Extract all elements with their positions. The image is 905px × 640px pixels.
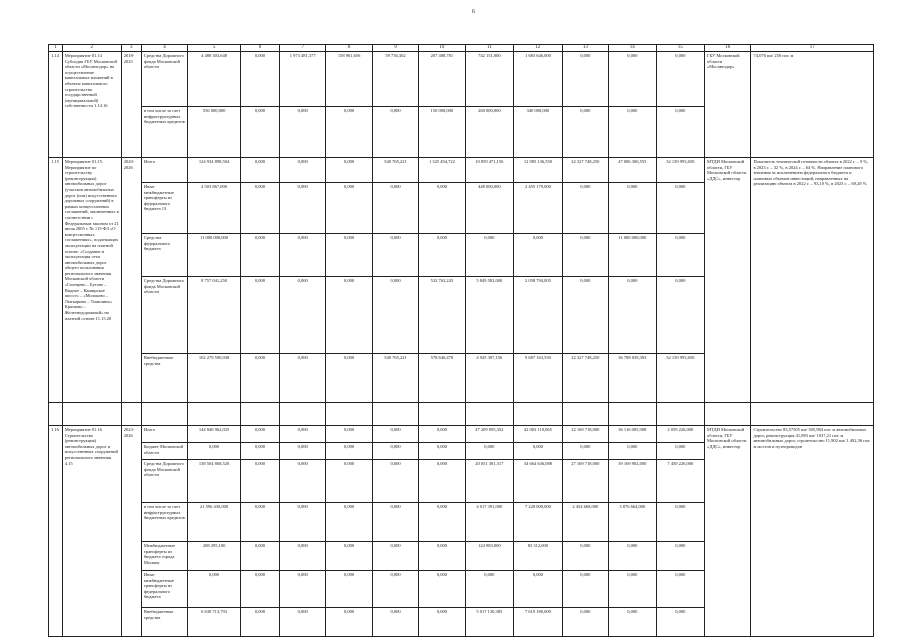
amount-cell: 21 596 430,000 bbox=[188, 503, 241, 542]
funding-source: в том числе за счет инфраструктурных бюджетных кредитов bbox=[141, 107, 187, 158]
amount-cell: 36 788 039,393 bbox=[609, 354, 656, 403]
amount-cell: 0,000 bbox=[609, 277, 656, 354]
amount-cell: 9 687 163,550 bbox=[514, 354, 563, 403]
amount-cell: 0,000 bbox=[279, 354, 325, 403]
amount-cell: 39 169 902,000 bbox=[609, 460, 656, 503]
header-col-3: 3 bbox=[121, 45, 141, 52]
funding-source: Средства Дорожного фонда Московской области bbox=[141, 52, 187, 107]
amount-cell: 7 619 180,000 bbox=[514, 608, 563, 637]
amount-cell: 1 973 481,377 bbox=[279, 52, 325, 107]
amount-cell: 6 630 713,793 bbox=[188, 608, 241, 637]
amount-cell: 47 086 300,555 bbox=[609, 158, 656, 183]
amount-cell: 208 295,100 bbox=[188, 542, 241, 571]
amount-cell: 0,000 bbox=[326, 234, 372, 277]
amount-cell: 0,000 bbox=[419, 443, 465, 460]
funding-source: Внебюджетные средства bbox=[141, 608, 187, 637]
amount-cell: 0,000 bbox=[562, 571, 608, 608]
amount-cell: 0,000 bbox=[656, 571, 705, 608]
amount-cell: 150 000,000 bbox=[419, 107, 465, 158]
amount-cell: 0,000 bbox=[240, 608, 279, 637]
amount-cell: 0,000 bbox=[279, 426, 325, 443]
amount-cell: 0,000 bbox=[240, 354, 279, 403]
amount-cell: 0,000 bbox=[279, 107, 325, 158]
measure-name: Мероприятие 01.14 Субсидия ГБУ Московской области «Мосавтодор» на осуществление капитальных вложений в объекты капитального строительства государственной (муниципальной) собственности 1.14.16 bbox=[62, 52, 121, 158]
amount-cell: 0,000 bbox=[279, 608, 325, 637]
amount-cell: 32 139 993,650 bbox=[656, 354, 705, 403]
amount-cell: 0,000 bbox=[419, 234, 465, 277]
amount-cell: 0,000 bbox=[419, 426, 465, 443]
measure-years: 2023-2026 bbox=[121, 426, 141, 637]
funding-source: Средства Дорожного фонда Московской области bbox=[141, 277, 187, 354]
amount-cell: 0,000 bbox=[372, 542, 418, 571]
header-col-8: 8 bbox=[326, 45, 372, 52]
amount-cell: 0,000 bbox=[326, 542, 372, 571]
amount-cell: 0,000 bbox=[562, 234, 608, 277]
spacer-cell bbox=[326, 403, 372, 426]
amount-cell: 144 846 962,025 bbox=[188, 426, 241, 443]
amount-cell: 0,000 bbox=[419, 542, 465, 571]
amount-cell: 0,000 bbox=[562, 443, 608, 460]
amount-cell: 0,000 bbox=[240, 277, 279, 354]
amount-cell: 540 765,221 bbox=[372, 158, 418, 183]
amount-cell: 0,000 bbox=[326, 503, 372, 542]
amount-cell: 11 000 000,000 bbox=[188, 234, 241, 277]
amount-cell: 532 763,243 bbox=[419, 277, 465, 354]
spacer-cell bbox=[609, 403, 656, 426]
amount-cell: 0,000 bbox=[465, 571, 514, 608]
program-table bbox=[48, 44, 874, 637]
amount-cell: 742 151,000 bbox=[465, 52, 514, 107]
amount-cell: 0,000 bbox=[372, 503, 418, 542]
funding-source: в том числе за счет инфраструктурных бюджетных кредитов bbox=[141, 503, 187, 542]
amount-cell: 0,000 bbox=[326, 608, 372, 637]
funding-source: Бюджет Московской области bbox=[141, 443, 187, 460]
amount-cell: 20 051 381,317 bbox=[465, 460, 514, 503]
amount-cell: 0,000 bbox=[656, 443, 705, 460]
header-col-12: 12 bbox=[514, 45, 563, 52]
amount-cell: 0,000 bbox=[419, 460, 465, 503]
row-number: 1.16 bbox=[49, 426, 63, 637]
amount-cell: 0,000 bbox=[240, 52, 279, 107]
funding-source: Средства федерального бюджета bbox=[141, 234, 187, 277]
amount-cell: 22 327 748,250 bbox=[562, 158, 608, 183]
amount-cell: 0,000 bbox=[465, 443, 514, 460]
amount-cell: 0,000 bbox=[372, 107, 418, 158]
amount-cell: 340 000,000 bbox=[514, 107, 563, 158]
amount-cell: 0,000 bbox=[656, 107, 705, 158]
header-col-1: 1 bbox=[49, 45, 63, 52]
amount-cell: 10 859 471,156 bbox=[465, 158, 514, 183]
funding-source: Иные межбюджетные трансферты из федерального бюджета 13 bbox=[141, 183, 187, 234]
amount-cell: 0,000 bbox=[279, 183, 325, 234]
amount-cell: 59 736,302 bbox=[372, 52, 418, 107]
amount-cell: 0,000 bbox=[372, 426, 418, 443]
amount-cell: 2 454 668,000 bbox=[562, 503, 608, 542]
amount-cell: 0,000 bbox=[562, 542, 608, 571]
header-col-11: 11 bbox=[465, 45, 514, 52]
amount-cell: 0,000 bbox=[609, 183, 656, 234]
amount-cell: 0,000 bbox=[326, 460, 372, 503]
amount-cell: 42 003 110,065 bbox=[514, 426, 563, 443]
spacer-cell bbox=[121, 403, 141, 426]
funding-source: Итого bbox=[141, 426, 187, 443]
amount-cell: 0,000 bbox=[419, 571, 465, 608]
responsible-executor: МТДИ Московской области, ГБУ Московской области «ДДС», инвестор bbox=[705, 426, 751, 637]
amount-cell: 0,000 bbox=[240, 107, 279, 158]
amount-cell: 0,000 bbox=[372, 183, 418, 234]
spacer-cell bbox=[141, 403, 187, 426]
header-col-14: 14 bbox=[609, 45, 656, 52]
amount-cell: 0,000 bbox=[372, 608, 418, 637]
amount-cell: 0,000 bbox=[372, 234, 418, 277]
amount-cell: 0,000 bbox=[240, 158, 279, 183]
responsible-executor: МТДИ Московской области, ГБУ Московской области «ДДС», инвестор bbox=[705, 158, 751, 403]
spacer-cell bbox=[49, 403, 63, 426]
amount-cell: 0,000 bbox=[609, 107, 656, 158]
amount-cell: 83 312,000 bbox=[514, 542, 563, 571]
amount-cell: 540 765,221 bbox=[372, 354, 418, 403]
amount-cell: 0,000 bbox=[279, 443, 325, 460]
spacer-cell bbox=[188, 403, 241, 426]
funding-source: Межбюджетные трансферты из бюджета города Москвы bbox=[141, 542, 187, 571]
amount-cell: 0,000 bbox=[372, 277, 418, 354]
amount-cell: 12 985 136,550 bbox=[514, 158, 563, 183]
amount-cell: 0,000 bbox=[514, 234, 563, 277]
amount-cell: 0,000 bbox=[514, 571, 563, 608]
amount-cell: 2 455 179,000 bbox=[514, 183, 563, 234]
amount-cell: 124 983,000 bbox=[465, 542, 514, 571]
amount-cell: 0,000 bbox=[279, 542, 325, 571]
spacer-cell bbox=[279, 403, 325, 426]
spacer-cell bbox=[372, 403, 418, 426]
amount-cell: 207 408,781 bbox=[419, 52, 465, 107]
amount-cell: 0,000 bbox=[279, 277, 325, 354]
amount-cell: 0,000 bbox=[188, 571, 241, 608]
expected-result: 74,076 км/ 250 пог. м bbox=[751, 52, 874, 158]
amount-cell: 0,000 bbox=[562, 183, 608, 234]
header-row bbox=[49, 45, 874, 52]
amount-cell: 158 961,656 bbox=[326, 52, 372, 107]
measure-years: 2018-2025 bbox=[121, 52, 141, 158]
amount-cell: 0,000 bbox=[240, 460, 279, 503]
amount-cell: 0,000 bbox=[562, 52, 608, 107]
amount-cell: 0,000 bbox=[562, 608, 608, 637]
amount-cell: 0,000 bbox=[656, 183, 705, 234]
amount-cell: 0,000 bbox=[240, 503, 279, 542]
amount-cell: 0,000 bbox=[656, 277, 705, 354]
header-col-7: 7 bbox=[279, 45, 325, 52]
header-col-16: 16 bbox=[705, 45, 751, 52]
header-col-13: 13 bbox=[562, 45, 608, 52]
header-col-15: 15 bbox=[656, 45, 705, 52]
spacer-cell bbox=[514, 403, 563, 426]
amount-cell: 0,000 bbox=[656, 542, 705, 571]
amount-cell: 11 000 000,000 bbox=[609, 234, 656, 277]
amount-cell: 0,000 bbox=[656, 52, 705, 107]
amount-cell: 0,000 bbox=[326, 443, 372, 460]
amount-cell: 102 279 590,038 bbox=[188, 354, 241, 403]
amount-cell: 0,000 bbox=[240, 542, 279, 571]
amount-cell: 2 059 226,000 bbox=[656, 426, 705, 443]
amount-cell: 0,000 bbox=[419, 503, 465, 542]
amount-cell: 0,000 bbox=[656, 608, 705, 637]
expected-result: Показатель технической готовности объекта в 2022 г. – 9 %, в 2023 г. – 32 %, в 2024 г. – 64 %. Направление планового значения за исключением федерального бюджета и плановых объемов инвестиций, направленных на реализацию объекта в 2022 г. – 93,10 %, в 2023 г. – 69,28 % bbox=[751, 158, 874, 403]
table-row bbox=[49, 52, 874, 107]
amount-cell: 578 640,478 bbox=[419, 354, 465, 403]
spacer-cell bbox=[240, 403, 279, 426]
amount-cell: 0,000 bbox=[326, 571, 372, 608]
funding-source: Внебюджетные средства bbox=[141, 354, 187, 403]
amount-cell: 0,000 bbox=[562, 277, 608, 354]
amount-cell: 5 849 582,000 bbox=[465, 277, 514, 354]
spacer-row bbox=[49, 403, 874, 426]
amount-cell: 4 503 867,000 bbox=[188, 183, 241, 234]
amount-cell: 0,000 bbox=[240, 571, 279, 608]
table-row bbox=[49, 426, 874, 443]
amount-cell: 0,000 bbox=[279, 571, 325, 608]
header-col-10: 10 bbox=[419, 45, 465, 52]
amount-cell: 7 450 226,000 bbox=[656, 460, 705, 503]
header-col-2: 2 bbox=[62, 45, 121, 52]
amount-cell: 0,000 bbox=[326, 183, 372, 234]
amount-cell: 2 058 794,005 bbox=[514, 277, 563, 354]
amount-cell: 0,000 bbox=[240, 234, 279, 277]
amount-cell: 0,000 bbox=[279, 158, 325, 183]
amount-cell: 556 000,000 bbox=[188, 107, 241, 158]
amount-cell: 0,000 bbox=[656, 503, 705, 542]
amount-cell: 0,000 bbox=[326, 354, 372, 403]
amount-cell: 0,000 bbox=[326, 158, 372, 183]
amount-cell: 1 683 646,000 bbox=[514, 52, 563, 107]
amount-cell: 260 000,000 bbox=[465, 107, 514, 158]
amount-cell: 0,000 bbox=[240, 426, 279, 443]
amount-cell: 0,000 bbox=[326, 277, 372, 354]
amount-cell: 0,000 bbox=[609, 571, 656, 608]
amount-cell: 0,000 bbox=[419, 183, 465, 234]
amount-cell: 4 480 303,648 bbox=[188, 52, 241, 107]
spacer-cell bbox=[419, 403, 465, 426]
spacer-cell bbox=[465, 403, 514, 426]
header-col-9: 9 bbox=[372, 45, 418, 52]
amount-cell: 0,000 bbox=[372, 460, 418, 503]
amount-cell: 0,000 bbox=[465, 234, 514, 277]
header-col-6: 6 bbox=[240, 45, 279, 52]
measure-years: 2020-2026 bbox=[121, 158, 141, 403]
amount-cell: 4 945 397,156 bbox=[465, 354, 514, 403]
funding-source: Итого bbox=[141, 158, 187, 183]
funding-source: Иные межбюджетные трансферты из федерального бюджета bbox=[141, 571, 187, 608]
spacer-cell bbox=[751, 403, 874, 426]
amount-cell: 0,000 bbox=[279, 234, 325, 277]
amount-cell: 138 504 868,520 bbox=[188, 460, 241, 503]
amount-cell: 22 327 748,250 bbox=[562, 354, 608, 403]
spacer-cell bbox=[62, 403, 121, 426]
amount-cell: 0,000 bbox=[240, 183, 279, 234]
measure-name: Мероприятие 01.16 Строительство (реконструкция) автомобильных дорог и искусственных сооружений регионального значения 4.15 bbox=[62, 426, 121, 637]
amount-cell: 0,000 bbox=[609, 608, 656, 637]
header-col-4: 4 bbox=[141, 45, 187, 52]
amount-cell: 8 757 041,250 bbox=[188, 277, 241, 354]
amount-cell: 4 017 391,000 bbox=[465, 503, 514, 542]
amount-cell: 0,000 bbox=[279, 503, 325, 542]
amount-cell: 0,000 bbox=[656, 234, 705, 277]
amount-cell: 0,000 bbox=[514, 443, 563, 460]
amount-cell: 0,000 bbox=[419, 608, 465, 637]
amount-cell: 0,000 bbox=[609, 542, 656, 571]
amount-cell: 124 934 898,504 bbox=[188, 158, 241, 183]
amount-cell: 0,000 bbox=[609, 52, 656, 107]
amount-cell: 27 169 718,000 bbox=[562, 460, 608, 503]
amount-cell: 32 139 993,650 bbox=[656, 158, 705, 183]
amount-cell: 47 209 095,352 bbox=[465, 426, 514, 443]
funding-source: Средства Дорожного фонда Московской области bbox=[141, 460, 187, 503]
amount-cell: 0,000 bbox=[240, 443, 279, 460]
header-col-17: 17 bbox=[751, 45, 874, 52]
amount-cell: 448 000,000 bbox=[465, 183, 514, 234]
row-number: 1.14 bbox=[49, 52, 63, 158]
amount-cell: 0,000 bbox=[326, 107, 372, 158]
amount-cell: 5 017 130,385 bbox=[465, 608, 514, 637]
amount-cell: 1 325 494,722 bbox=[419, 158, 465, 183]
page-number: 6 bbox=[472, 9, 475, 15]
amount-cell: 7 220 000,000 bbox=[514, 503, 563, 542]
responsible-executor: ГБУ Московской области «Мосавтодор» bbox=[705, 52, 751, 158]
amount-cell: 34 664 636,088 bbox=[514, 460, 563, 503]
amount-cell: 0,000 bbox=[279, 460, 325, 503]
measure-name: Мероприятие 01.15. Мероприятие по строительству (реконструкции) автомобильных дорог (участков автомобильных дорог (или) искусственных дорожных сооружений) в рамках концессионных соглашений, заключенных в соответствии с Федеральным законом от 21 июля 2005 г. № 115-ФЗ «О концессионных соглашениях», подлежащих эксплуатации на платной основе: «Создание и эксплуатация сети автомобильных дорог общего пользования регионального значения Московской области «Солнцево – Бутово – Видное – Каширское шоссе» – «Молоково – Лыткарино – Томилино» Красково – Железнодорожный» на платной основе 11.15.20 bbox=[62, 158, 121, 403]
amount-cell: 22 169 718,000 bbox=[562, 426, 608, 443]
expected-result: Строительство 85,57505 км/ 305,984 пог. м автомобильных дорог, реконструкция 41,883 км/ 1037,21 пог. м автомобильных дорог, строительство 11,902 км/ 1 492,36 пог. м мостов и путепроводов bbox=[751, 426, 874, 637]
spacer-cell bbox=[656, 403, 705, 426]
amount-cell: 0,000 bbox=[609, 443, 656, 460]
amount-cell: 0,000 bbox=[188, 443, 241, 460]
amount-cell: 0,000 bbox=[562, 107, 608, 158]
spacer-cell bbox=[705, 403, 751, 426]
amount-cell: 0,000 bbox=[372, 571, 418, 608]
amount-cell: 0,000 bbox=[372, 443, 418, 460]
table-row bbox=[49, 158, 874, 183]
amount-cell: 3 876 664,000 bbox=[609, 503, 656, 542]
spacer-cell bbox=[562, 403, 608, 426]
header-col-5: 5 bbox=[188, 45, 241, 52]
row-number: 1.15 bbox=[49, 158, 63, 403]
amount-cell: 36 116 005,908 bbox=[609, 426, 656, 443]
amount-cell: 0,000 bbox=[326, 426, 372, 443]
